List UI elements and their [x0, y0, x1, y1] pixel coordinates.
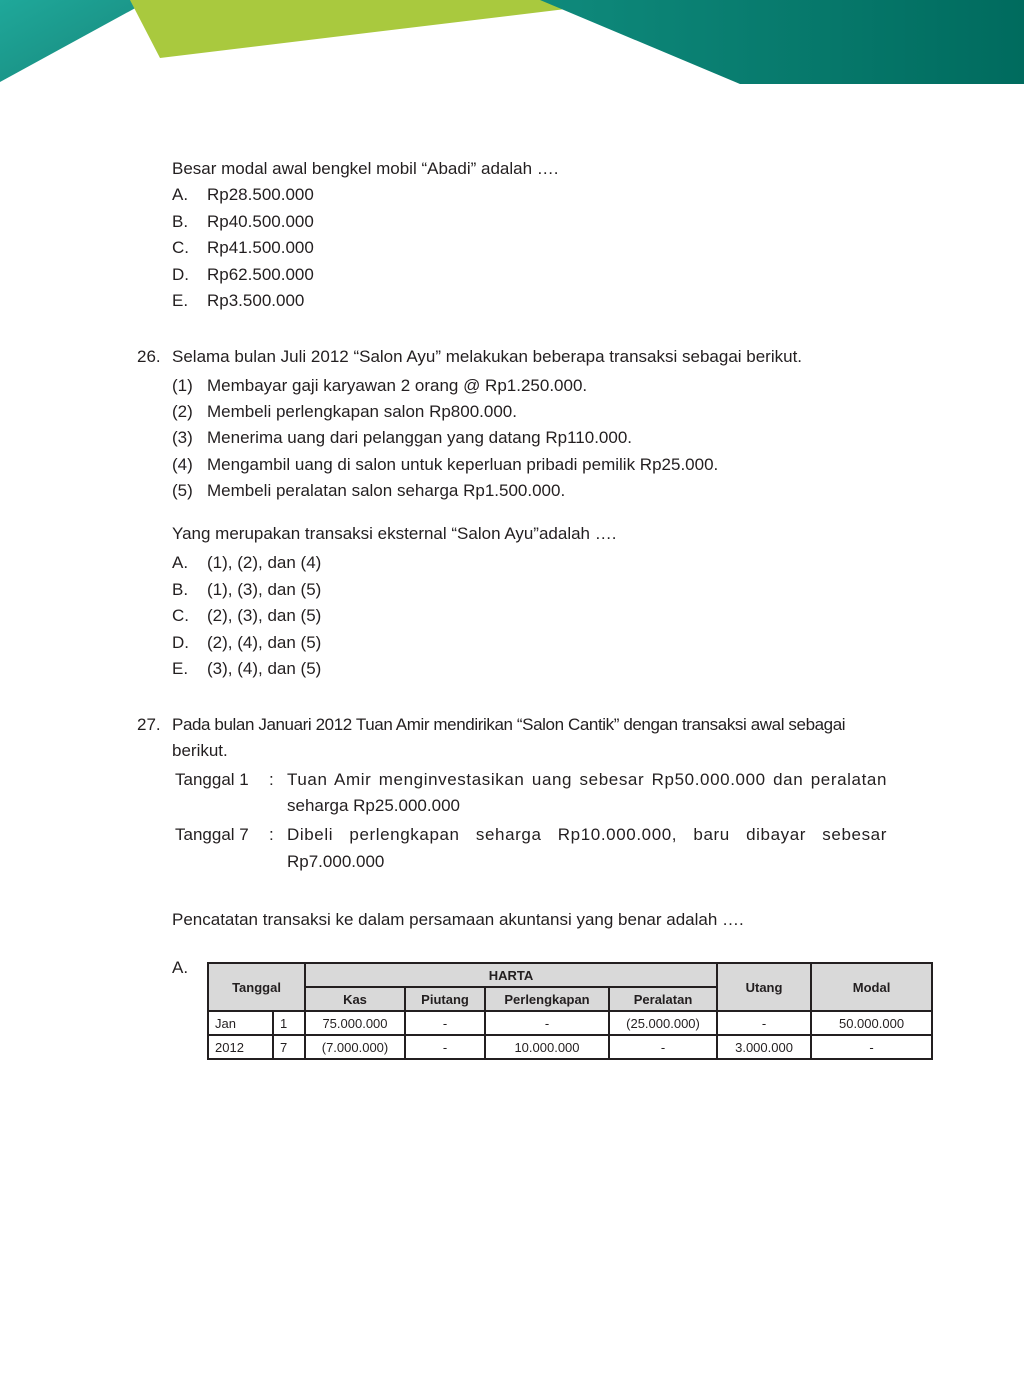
item-text: Mengambil uang di salon untuk keperluan pribadi pemilik Rp25.000. — [207, 455, 719, 474]
option-text: (1), (3), dan (5) — [207, 580, 322, 599]
cell-kas: (7.000.000) — [305, 1035, 405, 1059]
cell-utang: 3.000.000 — [717, 1035, 811, 1059]
header-utang: Utang — [717, 963, 811, 1011]
option-letter: A. — [172, 958, 189, 977]
q26-number: 26. — [137, 347, 161, 366]
item-number: (2) — [172, 402, 193, 421]
entry-description: Dibeli perlengkapan seharga Rp10.000.000, baru dibayar sebesar — [287, 825, 887, 844]
cell-perlengkapan: - — [485, 1011, 609, 1035]
option-letter: B. — [172, 212, 189, 231]
header-peralatan: Peralatan — [609, 987, 717, 1011]
cell-piutang: - — [405, 1035, 485, 1059]
accounting-equation-table — [207, 962, 933, 1060]
option-text: Rp41.500.000 — [207, 238, 314, 257]
option-letter: C. — [172, 606, 189, 625]
cell-modal: - — [811, 1035, 932, 1059]
q27-stem-line1: Pada bulan Januari 2012 Tuan Amir mendirikan “Salon Cantik” dengan transaksi awal sebagai — [172, 715, 846, 734]
entry-description: Tuan Amir menginvestasikan uang sebesar Rp50.000.000 dan peralatan — [287, 770, 887, 789]
q27-question: Pencatatan transaksi ke dalam persamaan akuntansi yang benar adalah …. — [172, 910, 744, 929]
table-row — [208, 1035, 932, 1059]
option-text: (1), (2), dan (4) — [207, 553, 322, 572]
option-letter: D. — [172, 265, 189, 284]
header-tanggal: Tanggal — [208, 963, 305, 1011]
header-perlengkapan: Perlengkapan — [485, 987, 609, 1011]
cell-peralatan: - — [609, 1035, 717, 1059]
entry-description-cont: Rp7.000.000 — [287, 852, 385, 871]
item-number: (3) — [172, 428, 193, 447]
q27-number: 27. — [137, 715, 161, 734]
cell-month: 2012 — [208, 1035, 273, 1059]
q26-stem: Selama bulan Juli 2012 “Salon Ayu” melakukan beberapa transaksi sebagai berikut. — [172, 347, 803, 366]
cell-kas: 75.000.000 — [305, 1011, 405, 1035]
cell-utang: - — [717, 1011, 811, 1035]
item-text: Membayar gaji karyawan 2 orang @ Rp1.250.000. — [207, 376, 588, 395]
header-harta: HARTA — [305, 963, 717, 987]
cell-day: 1 — [273, 1011, 305, 1035]
item-number: (4) — [172, 455, 193, 474]
option-letter: C. — [172, 238, 189, 257]
option-letter: E. — [172, 659, 189, 678]
option-text: Rp28.500.000 — [207, 185, 314, 204]
q26-question: Yang merupakan transaksi eksternal “Salon Ayu”adalah …. — [172, 524, 617, 543]
cell-peralatan: (25.000.000) — [609, 1011, 717, 1035]
entry-description-cont: seharga Rp25.000.000 — [287, 796, 460, 815]
cell-month: Jan — [208, 1011, 273, 1035]
item-text: Membeli perlengkapan salon Rp800.000. — [207, 402, 517, 421]
cell-perlengkapan: 10.000.000 — [485, 1035, 609, 1059]
option-letter: B. — [172, 580, 189, 599]
option-text: Rp3.500.000 — [207, 291, 305, 310]
option-letter: A. — [172, 185, 189, 204]
option-text: (3), (4), dan (5) — [207, 659, 322, 678]
item-number: (1) — [172, 376, 193, 395]
q27-stem-line2: berikut. — [172, 741, 228, 760]
cell-day: 7 — [273, 1035, 305, 1059]
header-kas: Kas — [305, 987, 405, 1011]
header-piutang: Piutang — [405, 987, 485, 1011]
item-text: Menerima uang dari pelanggan yang datang Rp110.000. — [207, 428, 632, 447]
entry-colon: : — [269, 770, 274, 789]
option-letter: D. — [172, 633, 189, 652]
table-row — [208, 1011, 932, 1035]
option-text: Rp62.500.000 — [207, 265, 314, 284]
option-letter: E. — [172, 291, 189, 310]
option-text: (2), (4), dan (5) — [207, 633, 322, 652]
cell-piutang: - — [405, 1011, 485, 1035]
cell-modal: 50.000.000 — [811, 1011, 932, 1035]
entry-date-label: Tanggal 7 — [175, 825, 249, 844]
table-header-row — [208, 963, 932, 987]
entry-colon: : — [269, 825, 274, 844]
entry-date-label: Tanggal 1 — [175, 770, 249, 789]
item-number: (5) — [172, 481, 193, 500]
item-text: Membeli peralatan salon seharga Rp1.500.000. — [207, 481, 566, 500]
option-text: Rp40.500.000 — [207, 212, 314, 231]
option-text: (2), (3), dan (5) — [207, 606, 322, 625]
q25-stem: Besar modal awal bengkel mobil “Abadi” adalah …. — [172, 159, 559, 178]
header-banner — [0, 0, 1024, 90]
option-letter: A. — [172, 553, 189, 572]
header-modal: Modal — [811, 963, 932, 1011]
